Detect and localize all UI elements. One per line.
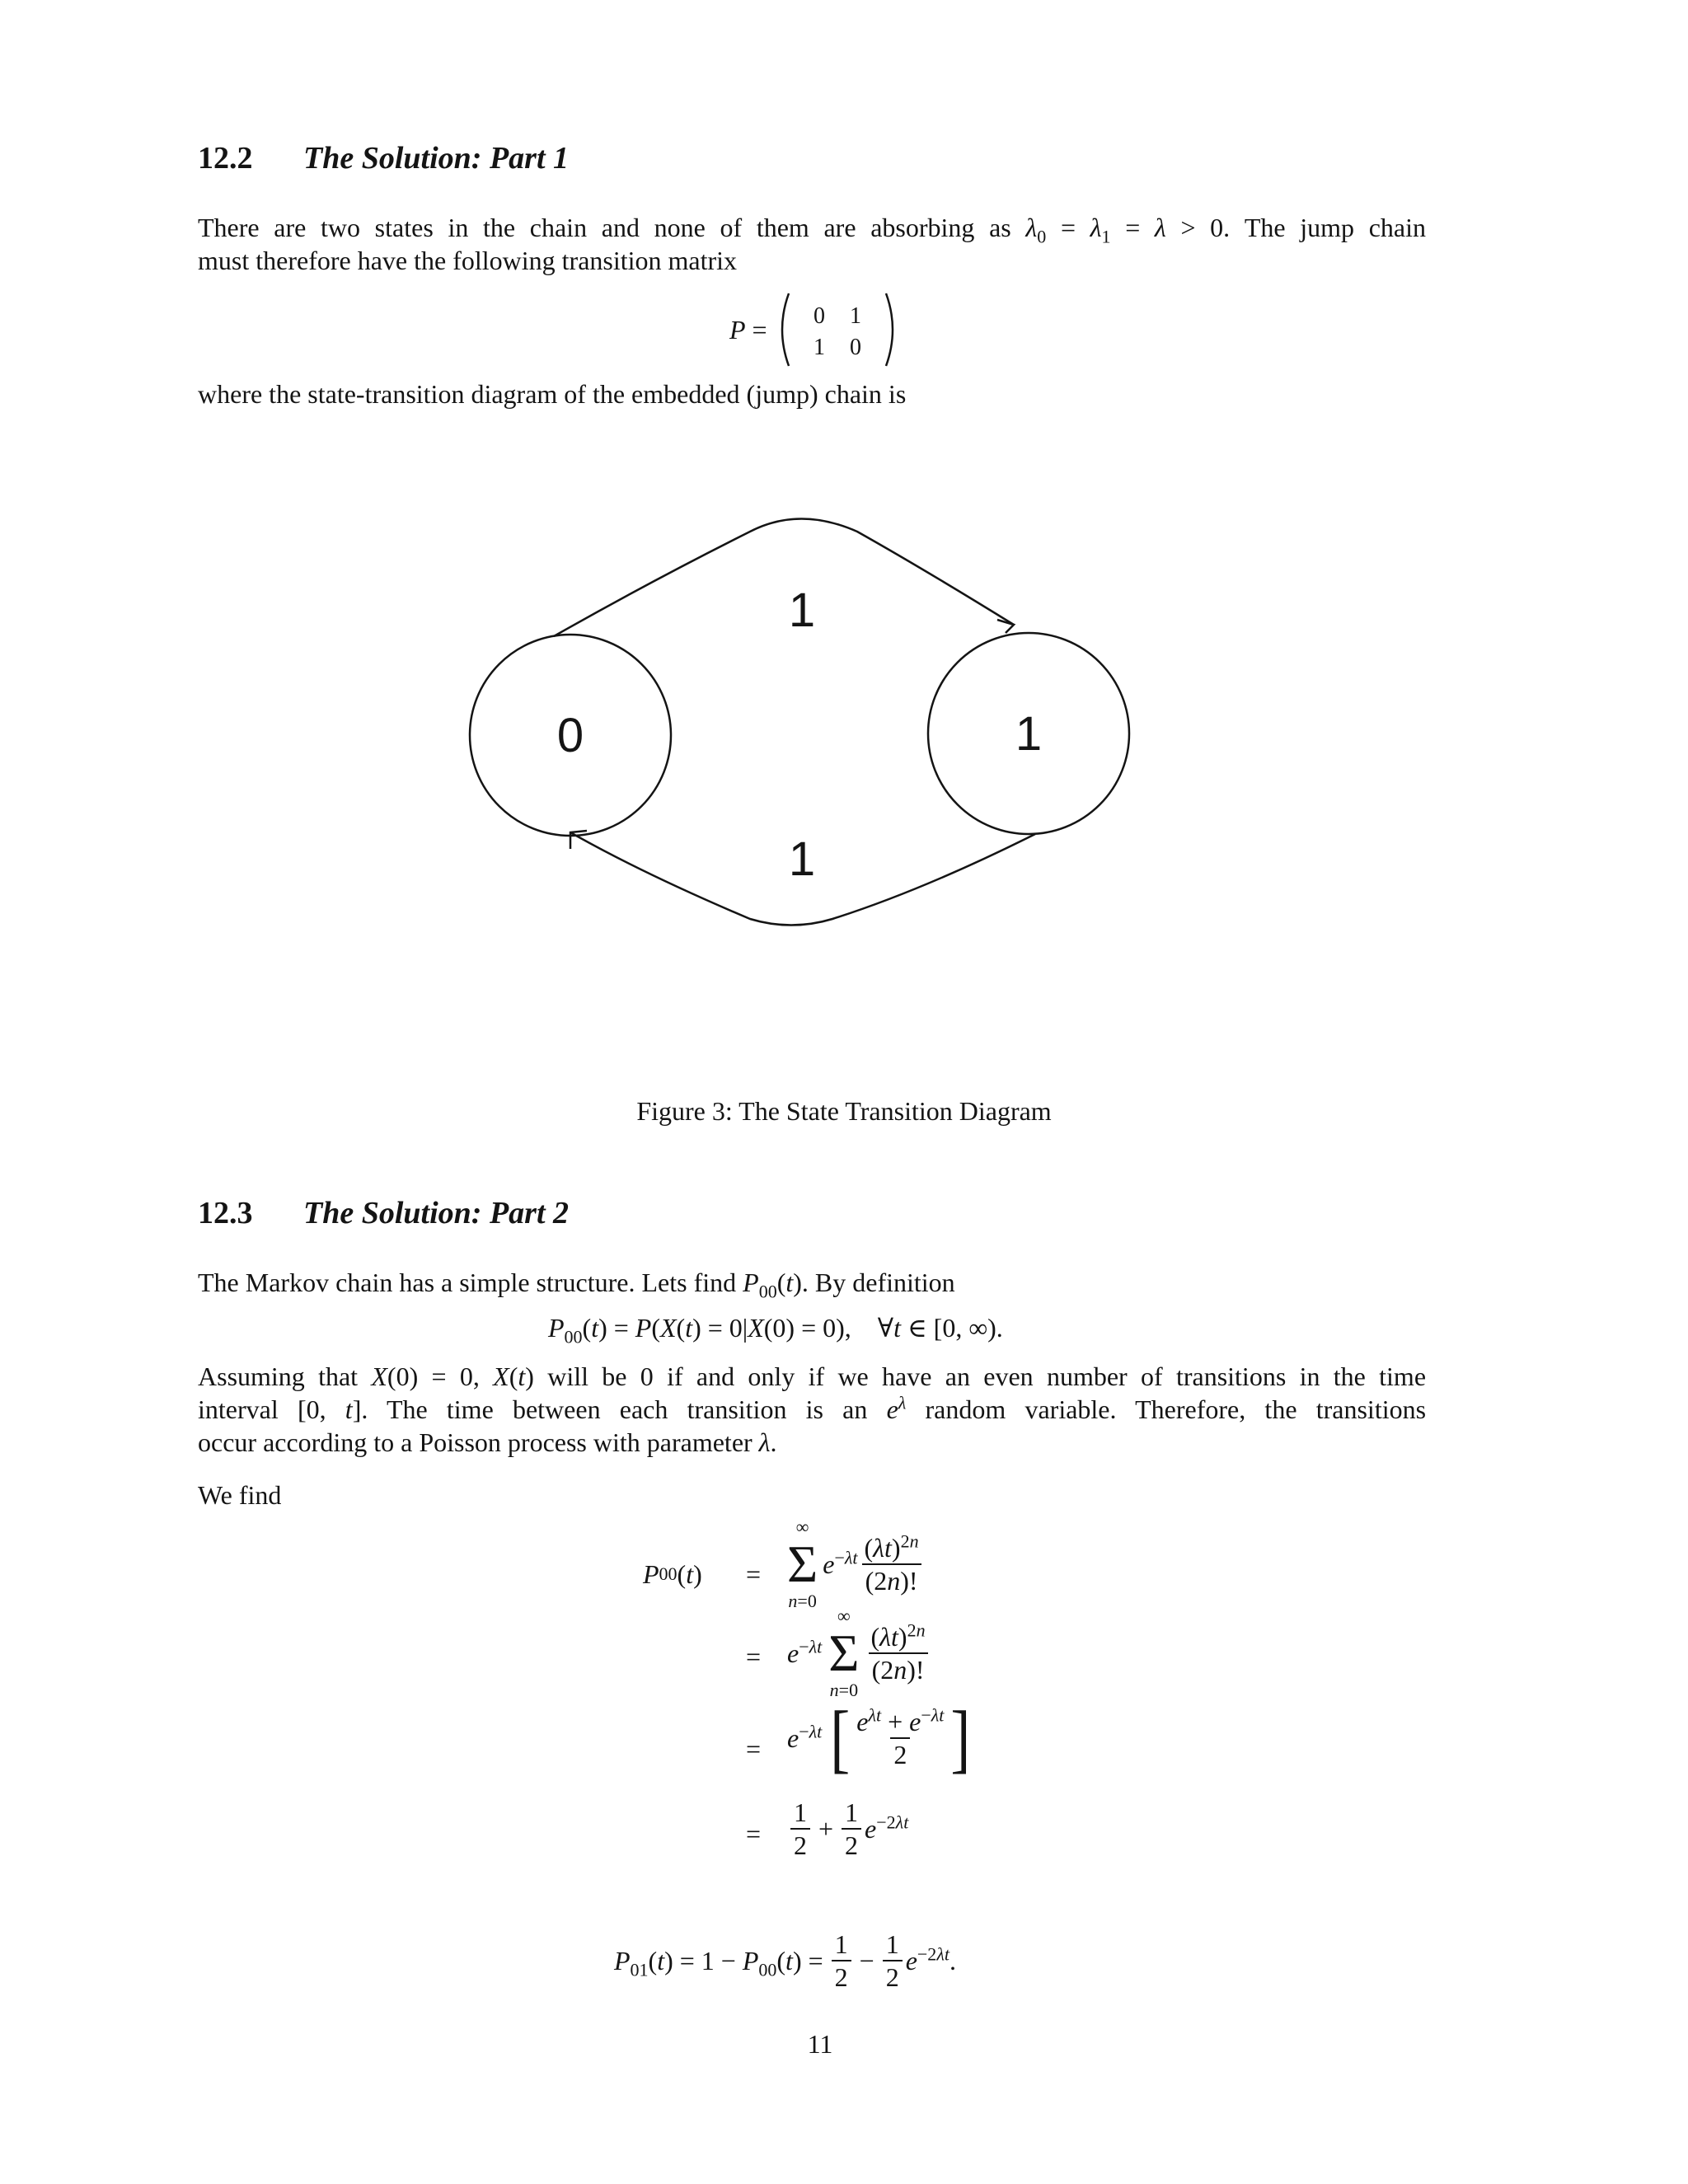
fraction: $\frac{1}{2}$ bbox=[883, 1929, 903, 1993]
paragraph-text: will be 0 if and only if we have an even number of transitions in the time bbox=[547, 1361, 1427, 1391]
summation: ∞ Σ n=0 bbox=[828, 1605, 860, 1700]
p01-equation: $P_{01}(t) = 1 - P_{00}(t)$ = $\frac{1}{2}$ − $\frac{1}{2}$ $e^{-2\lambda t}$. bbox=[614, 1929, 956, 1992]
inline-math: $e^\lambda$ bbox=[886, 1392, 907, 1424]
derivation-row-3: $e^{-\lambda t}$ [ $\frac{e^{\lambda t} + e^{-\lambda t}}{2}$ ] bbox=[787, 1695, 971, 1781]
state-1-label: 1 bbox=[1015, 707, 1043, 761]
paragraph-text: Assuming that bbox=[198, 1361, 359, 1391]
matrix-brackets bbox=[776, 288, 899, 371]
paragraph-text: . The jump chain bbox=[1223, 213, 1427, 242]
fraction: $\frac{e^{\lambda t} + e^{-\lambda t}}{2}$ bbox=[856, 1704, 945, 1769]
paragraph-line bbox=[198, 1426, 777, 1459]
range-text: [0, ∞). bbox=[933, 1313, 1003, 1343]
paragraph-text: occur according to a Poisson process with parameter bbox=[198, 1427, 753, 1457]
matrix-cell: 0 bbox=[849, 335, 861, 360]
summation: ∞ Σ n=0 bbox=[787, 1516, 818, 1611]
paragraph-text: interval bbox=[198, 1394, 279, 1424]
paragraph-line bbox=[198, 1393, 1426, 1426]
paragraph-line: We find bbox=[198, 1480, 282, 1510]
section-title: The Solution: Part 2 bbox=[303, 1196, 569, 1230]
paragraph-text: The Markov chain has a simple structure. Lets find bbox=[198, 1268, 737, 1297]
matrix-equation: P = 0 1 1 0 bbox=[729, 288, 899, 371]
equals-sign: = bbox=[746, 1733, 762, 1764]
matrix-cell: 1 bbox=[849, 303, 861, 329]
definition-equation: $P_{00}(t) = P(X(t) = 0|X(0) = 0)$, ∀t ∈ [0, ∞). bbox=[548, 1313, 1003, 1347]
inline-math: λ. bbox=[758, 1427, 777, 1457]
inline-math: $P_{00}(t)$ bbox=[743, 1268, 802, 1302]
inline-math: [0, t] bbox=[297, 1394, 362, 1424]
paragraph-line: must therefore have the following transition matrix bbox=[198, 246, 738, 275]
fraction: $\frac{1}{2}$ bbox=[790, 1797, 810, 1861]
derivation-row-2: $e^{-\lambda t}$ ∞ Σ n=0 $\frac{(\lambda t)^{2n}}{(2n)!}$ bbox=[787, 1605, 932, 1701]
fraction: $\frac{(\lambda t)^{2n}}{(2n)!}$ bbox=[868, 1621, 929, 1685]
paragraph-line bbox=[198, 1360, 1426, 1393]
derivation-lhs: P 00 ( t ) bbox=[643, 1558, 702, 1589]
figure-caption: Figure 3: The State Transition Diagram bbox=[636, 1096, 1052, 1126]
paragraph-line bbox=[198, 211, 1427, 247]
edge-top-label: 1 bbox=[788, 583, 816, 637]
state-0-label: 0 bbox=[556, 709, 584, 762]
section-number: 12.3 bbox=[198, 1196, 253, 1230]
edge-bottom-label: 1 bbox=[788, 832, 816, 886]
paragraph-line: where the state-transition diagram of the embedded (jump) chain is bbox=[198, 379, 907, 409]
equals-sign: = bbox=[746, 1558, 762, 1589]
derivation-row-1: ∞ Σ n=0 $e^{-\lambda t}$ $\frac{(\lambda t)^{2n}}{(2n)!}$ bbox=[787, 1516, 926, 1612]
section-number: 12.2 bbox=[198, 141, 253, 176]
page-number: 11 bbox=[807, 2029, 833, 2059]
equals-sign: = bbox=[746, 1641, 762, 1671]
inline-math: X(0) = 0, X(t) bbox=[371, 1361, 534, 1391]
section-heading-12-2 bbox=[198, 140, 569, 176]
derivation-row-4: $\frac{1}{2}$ + $\frac{1}{2}$ $e^{-2\lambda t}$ bbox=[787, 1797, 908, 1861]
fraction: $\frac{1}{2}$ bbox=[832, 1929, 851, 1993]
paragraph-text: random variable. Therefore, the transitions bbox=[925, 1394, 1427, 1424]
paragraph-line bbox=[198, 1266, 955, 1302]
fraction: $\frac{(\lambda t)^{2n}}{(2n)!}$ bbox=[861, 1532, 922, 1596]
edge-top-curve bbox=[554, 519, 1014, 637]
section-heading-12-3 bbox=[198, 1195, 569, 1231]
equals-sign: = bbox=[746, 1818, 762, 1849]
fraction: $\frac{1}{2}$ bbox=[842, 1797, 861, 1861]
matrix-cell: 0 bbox=[813, 303, 825, 329]
matrix-label: P bbox=[729, 314, 746, 344]
section-title: The Solution: Part 1 bbox=[303, 141, 569, 176]
matrix-cell: 1 bbox=[813, 335, 825, 360]
state-transition-diagram bbox=[445, 511, 1154, 940]
paragraph-text: There are two states in the chain and none of them are absorbing as bbox=[198, 213, 1011, 242]
inline-math: $\lambda_0 = \lambda_1 = \lambda > 0$ bbox=[1025, 213, 1224, 247]
paragraph-text: . By definition bbox=[801, 1268, 955, 1297]
paragraph-text: . The time between each transition is an bbox=[361, 1394, 868, 1424]
arrowhead-top bbox=[997, 620, 1014, 633]
